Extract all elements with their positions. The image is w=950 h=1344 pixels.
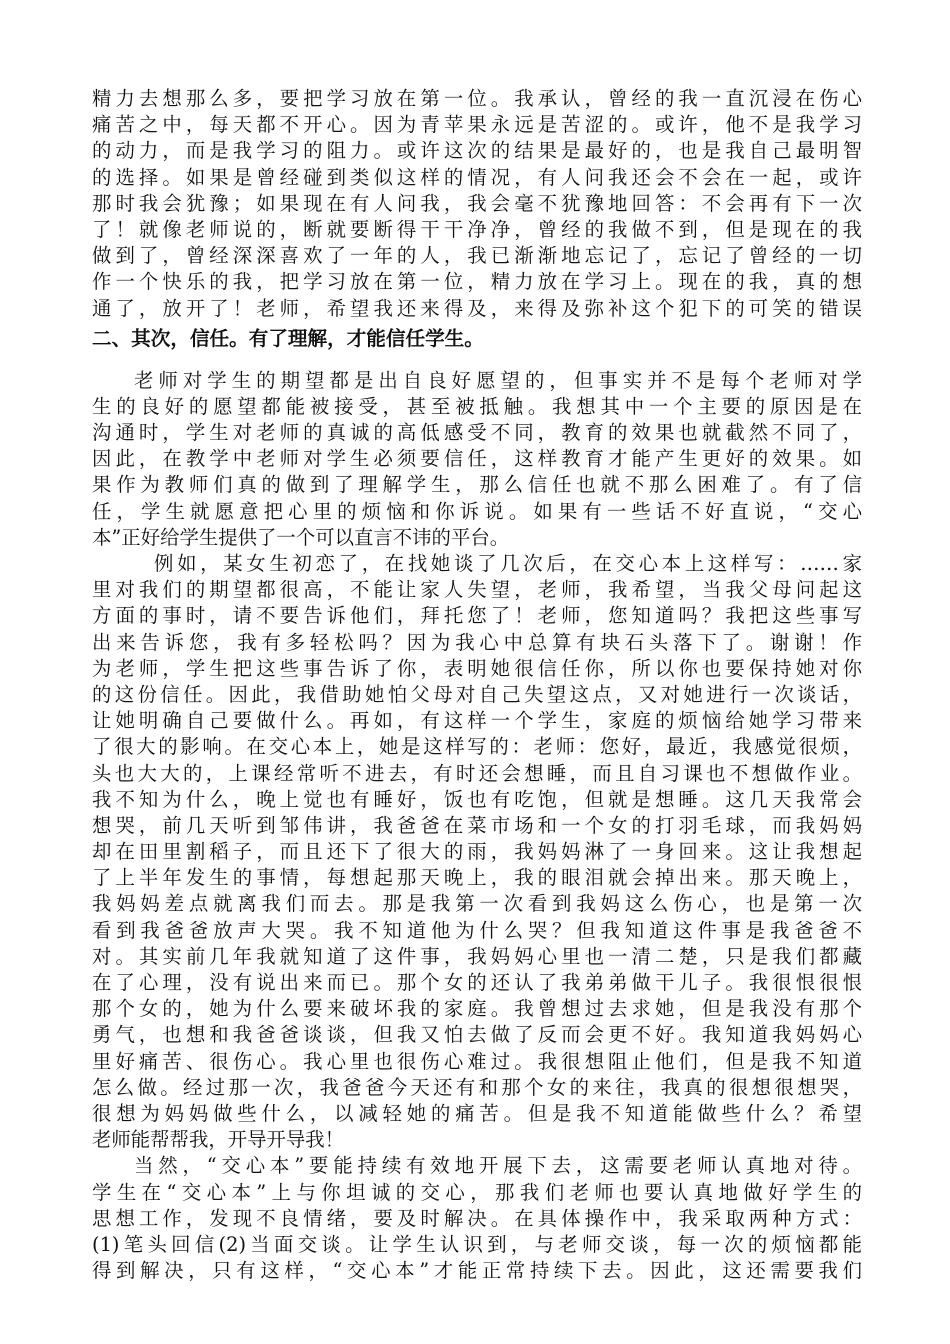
text-line: 我妈妈差点就离我们而去。那是我第一次看到我妈这么伤心，也是第一次: [92, 892, 862, 916]
text-line: 因此，在教学中老师对学生必须要信任，这样教育才能产生更好的效果。如: [92, 447, 862, 471]
section-heading: 二、其次，信任。有了理解，才能信任学生。: [92, 326, 484, 350]
text-line: 勇气，也想和我爸爸谈谈，但我又怕去做了反而会更不好。我知道我妈妈心: [92, 1023, 862, 1047]
text-line: 里对我们的期望都很高，不能让家人失望，老师，我希望，当我父母问起这: [92, 578, 862, 602]
spacer: [92, 354, 862, 368]
text-line: 的动力，而是我学习的阻力。或许这次的结果是最好的，也是我自己最明智: [92, 139, 862, 163]
paragraph-3: [92, 551, 862, 1153]
text-line: 让她明确自己要做什么。再如，有这样一个学生，家庭的烦恼给她学习带来: [92, 709, 862, 733]
text-line: 作一个快乐的我，把学习放在第一位，精力放在学习上。现在的我，真的想: [92, 270, 862, 294]
text-line: 做到了，曾经深深喜欢了一年的人，我已渐渐地忘记了，忘记了曾经的一切: [92, 244, 862, 268]
text-line: 很想为妈妈做些什么，以减轻她的痛苦。但是我不知道能做些什么？希望: [92, 1101, 862, 1125]
paragraph-2: [92, 368, 862, 551]
text-line: 当然，“交心本”要能持续有效地开展下去，这需要老师认真地对待。: [134, 1154, 862, 1178]
text-line: 痛苦之中，每天都不开心。因为青苹果永远是苦涩的。或许，他不是我学习: [92, 113, 862, 137]
text-line: 例如，某女生初恋了，在找她谈了几次后，在交心本上这样写：……家: [154, 552, 862, 575]
text-line: 那个女的，她为什么要来破坏我的家庭。我曾想过去求她，但是我没有那个: [92, 997, 862, 1021]
text-line: 方面的事时，请不要告诉他们，拜托您了！老师，您知道吗？我把这些事写: [92, 604, 862, 628]
text-line: 了！就像老师说的，断就要断得干干净净，曾经的我做不到，但是现在的我: [92, 217, 862, 241]
text-line: 学生在“交心本”上与你坦诚的交心，那我们老师也要认真地做好学生的: [92, 1180, 862, 1204]
text-line: 里好痛苦、很伤心。我心里也很伤心难过。我很想阻止他们，但是我不知道: [92, 1049, 862, 1073]
document-page: [92, 86, 862, 1284]
text-line: 生的良好的愿望都能被接受，甚至被抵触。我想其中一个主要的原因是在: [92, 394, 862, 418]
text-line: 在了心理，没有说出来而已。那个女的还认了我弟弟做干儿子。我很恨很恨: [92, 971, 862, 994]
text-line: 对。其实前几年我就知道了这件事，我妈妈心里也一清二楚，只是我们都藏: [92, 944, 862, 968]
text-line: 沟通时，学生对老师的真诚的高低感受不同，教育的效果也就截然不同了，: [92, 421, 862, 445]
text-line: 怎么做。经过那一次，我爸爸今天还有和那个女的来往，我真的很想很想哭，: [92, 1075, 862, 1099]
text-line: 了很大的影响。在交心本上，她是这样写的：老师：您好，最近，我感觉很烦，: [92, 735, 862, 759]
text-line: 任，学生就愿意把心里的烦恼和你诉说。如果有一些话不好直说，“交心: [92, 499, 862, 523]
paragraph-1: [92, 86, 862, 322]
text-line: (1)笔头回信(2)当面交谈。让学生认识到，与老师交谈，每一次的烦恼都能: [92, 1232, 862, 1256]
text-line: 得到解决，只有这样，“交心本”才能正常持续下去。因此，这还需要我们: [92, 1259, 862, 1283]
text-line: 思想工作，发现不良情绪，要及时解决。在具体操作中，我采取两种方式：: [92, 1206, 862, 1230]
text-line: 本”正好给学生提供了一个可以直言不讳的平台。: [92, 525, 510, 549]
text-line: 了上半年发生的事情，每想起那天晚上，我的眼泪就会掉出来。那天晚上，: [92, 866, 862, 890]
text-line: 看到我爸爸放声大哭。我不知道他为什么哭？但我知道这件事是我爸爸不: [92, 918, 862, 942]
text-line: 那时我会犹豫；如果现在有人问我，我会毫不犹豫地回答：不会再有下一次: [92, 191, 862, 215]
text-line: 通了，放开了！老师，希望我还来得及，来得及弥补这个犯下的可笑的错误: [92, 296, 862, 320]
text-line: 的选择。如果是曾经碰到类似这样的情况，有人问我还会不会在一起，或许: [92, 165, 862, 189]
text-line: 想哭，前几天听到邹伟讲，我爸爸在菜市场和一个女的打羽毛球，而我妈妈: [92, 813, 862, 837]
paragraph-4: [92, 1153, 862, 1284]
text-line: 果作为教师们真的做到了理解学生，那么信任也就不那么困难了。有了信: [92, 473, 862, 497]
text-line: 老师能帮帮我，开导开导我！: [92, 1128, 345, 1152]
text-line: 头也大大的，上课经常听不进去，有时还会想睡，而且自习课也不想做作业。: [92, 761, 862, 785]
text-line: 为老师，学生把这些事告诉了你，表明她很信任你，所以你也要保持她对你: [92, 656, 862, 680]
text-line: 却在田里割稻子，而且还下了很大的雨，我妈妈淋了一身回来。这让我想起: [92, 840, 862, 864]
text-line: 老师对学生的期望都是出自良好愿望的，但事实并不是每个老师对学: [134, 368, 862, 392]
text-line: 精力去想那么多，要把学习放在第一位。我承认，曾经的我一直沉浸在伤心: [92, 87, 862, 110]
text-line: 我不知为什么，晚上觉也有睡好，饭也有吃饱，但就是想睡。这几天我常会: [92, 787, 862, 811]
text-line: 的这份信任。因此，我借助她怕父母对自己失望这点，又对她进行一次谈话，: [92, 682, 862, 706]
text-line: 出来告诉您，我有多轻松吗？因为我心中总算有块石头落下了。谢谢！作: [92, 630, 862, 654]
